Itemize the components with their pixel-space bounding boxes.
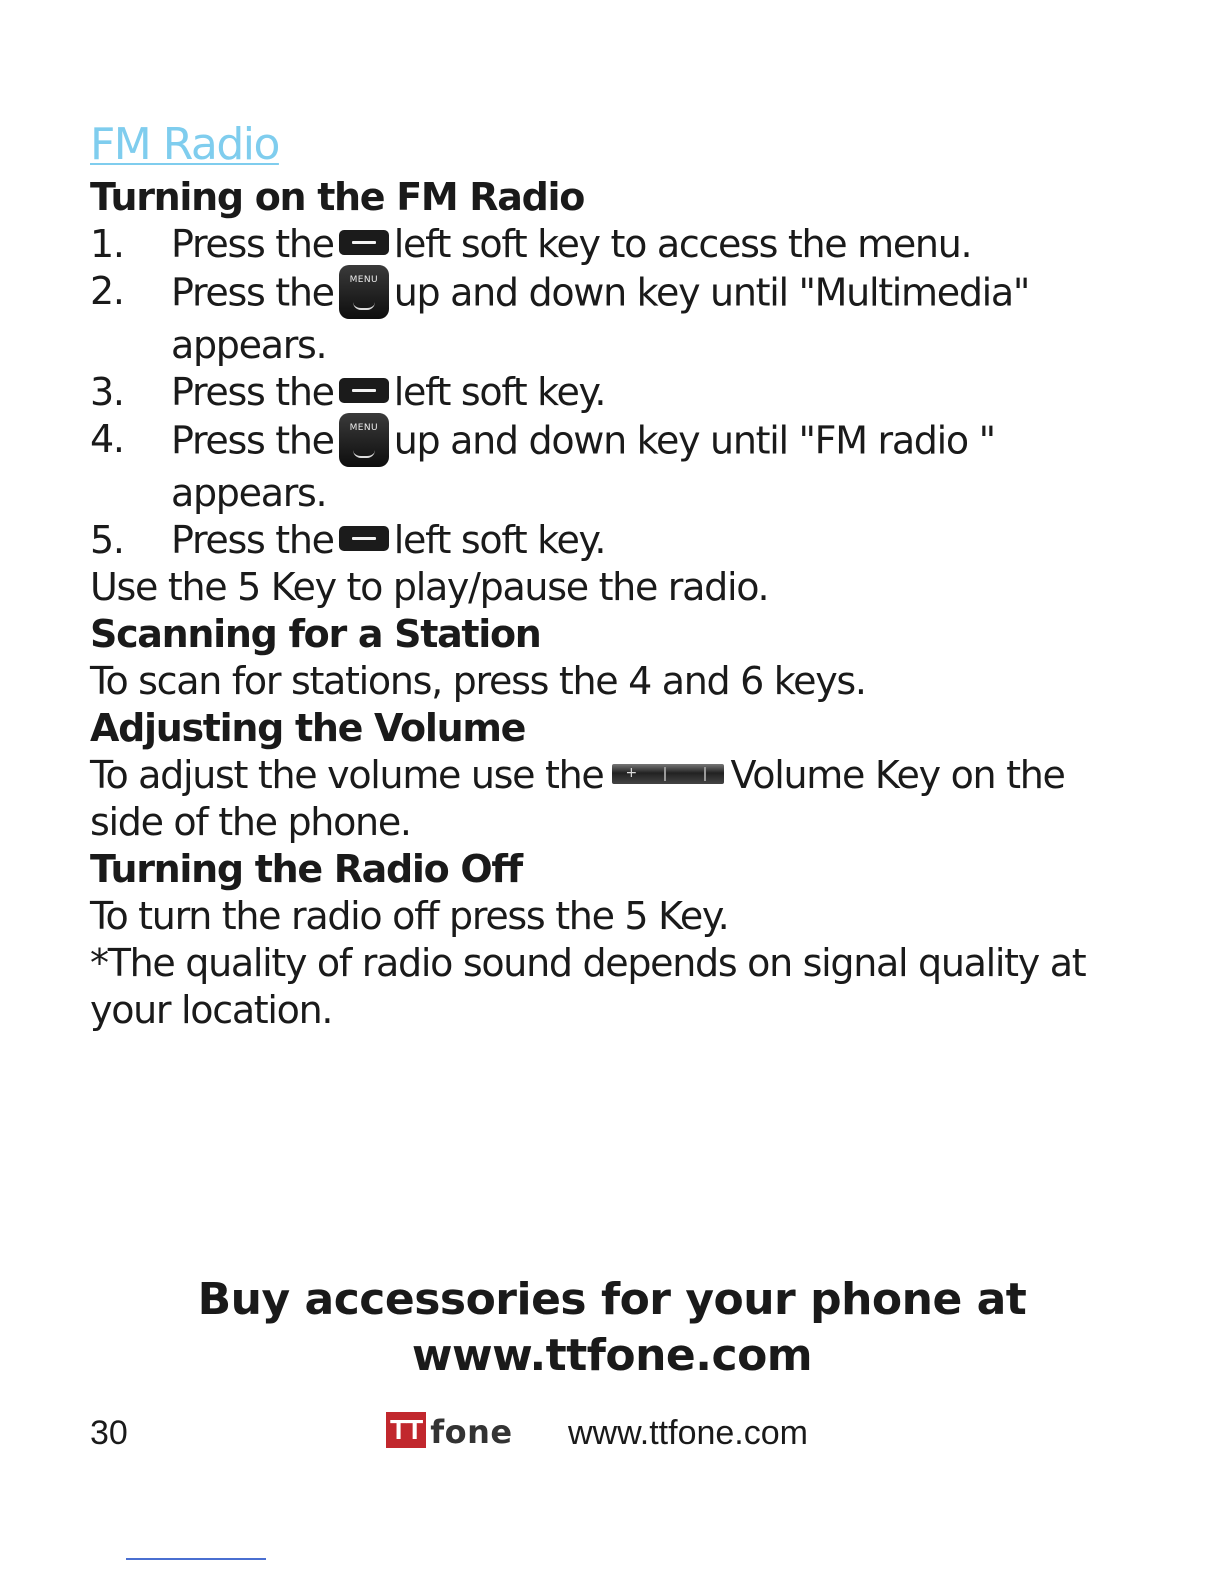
page-title[interactable]: FM Radio [90, 119, 279, 170]
step-4 [90, 416, 1150, 517]
step-number: 2. [90, 269, 124, 313]
step-text-after: up and down key until "Multimedia" [393, 270, 1030, 315]
step-5 [90, 517, 1150, 564]
logo-tt: TT [386, 1412, 426, 1448]
step-text-before: Press the [171, 222, 334, 266]
step-text-before: Press the [171, 518, 334, 562]
volume-text [90, 752, 1150, 846]
radio-off-text: To turn the radio off press the 5 Key. [90, 894, 729, 938]
heading-scanning: Scanning for a Station [90, 612, 541, 656]
volume-plus-mark: + [625, 764, 636, 781]
volume-text-continuation: side of the phone. [90, 800, 411, 844]
step-text-before: Press the [171, 418, 334, 463]
promo-line-2[interactable]: www.ttfone.com [411, 1330, 813, 1381]
page-content [90, 116, 1150, 1034]
menu-key-icon [339, 413, 389, 467]
promo-line-1: Buy accessories for your phone at [197, 1274, 1027, 1325]
play-pause-note: Use the 5 Key to play/pause the radio. [90, 565, 769, 609]
step-text-continuation: appears. [171, 471, 327, 515]
soft-key-icon [339, 526, 389, 551]
radio-quality-footnote: *The quality of radio sound depends on signal quality at your location. [90, 941, 1086, 1032]
page-number: 30 [90, 1414, 128, 1452]
steps-list [90, 221, 1150, 564]
volume-key-icon [612, 764, 724, 784]
menu-key-label: MENU [349, 423, 378, 433]
step-text-before: Press the [171, 370, 334, 414]
heading-radio-off: Turning the Radio Off [90, 847, 522, 891]
step-text-before: Press the [171, 270, 334, 315]
soft-key-icon [339, 378, 389, 403]
step-text-after: up and down key until "FM radio " [393, 418, 995, 463]
heading-volume: Adjusting the Volume [90, 706, 526, 750]
step-text-after: left soft key to access the menu. [393, 222, 972, 266]
volume-text-after: Volume Key on the [730, 753, 1065, 797]
step-3 [90, 369, 1150, 416]
step-number: 1. [90, 222, 124, 266]
ttfone-logo [386, 1412, 513, 1450]
step-number: 3. [90, 370, 124, 414]
scanning-text: To scan for stations, press the 4 and 6 keys. [90, 659, 866, 703]
soft-key-icon [339, 230, 389, 255]
bottom-divider [126, 1558, 266, 1560]
volume-text-before: To adjust the volume use the [90, 753, 604, 797]
menu-key-icon [339, 265, 389, 319]
step-number: 4. [90, 417, 124, 461]
step-text-after: left soft key. [393, 518, 606, 562]
step-number: 5. [90, 518, 124, 562]
step-1 [90, 221, 1150, 268]
menu-key-label: MENU [349, 275, 378, 285]
footer-url[interactable]: www.ttfone.com [568, 1414, 808, 1452]
logo-fone: fone [430, 1413, 513, 1451]
step-2 [90, 268, 1150, 369]
accessories-promo [0, 1272, 1224, 1384]
step-text-after: left soft key. [393, 370, 606, 414]
heading-turning-on: Turning on the FM Radio [90, 175, 585, 219]
step-text-continuation: appears. [171, 323, 327, 367]
